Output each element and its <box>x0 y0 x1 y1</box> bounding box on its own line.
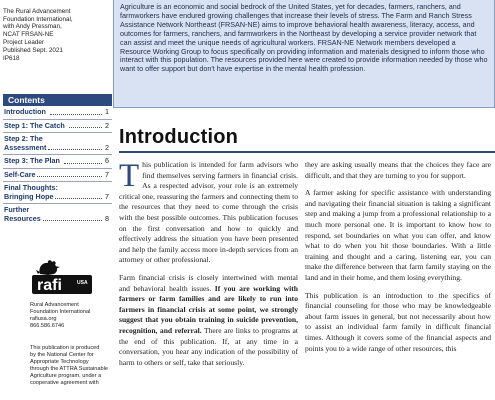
toc-leader <box>50 114 102 115</box>
rafi-logo <box>30 258 94 300</box>
funding-line: by the National Center for <box>30 352 94 358</box>
toc-item-label: Self-Care <box>4 169 36 179</box>
toc-item-page: 7 <box>105 169 109 179</box>
org-line: Rural Advancement <box>30 302 79 308</box>
abstract-box: Agriculture is an economic and social bedrock of the United States, yet for decades, farmers, ranchers, and farmworkers have endured growing challenges that increase their levels of stress. The Farm and Ranch Stress Assistance Network Northeast (FRSAN-NE) aims to improve behavioral health awareness, literacy, access, and outcomes for farmers, ranchers, and farmworkers in the Northeast by developing a service provider network that can assist and meet the unique needs of agricultural workers. FRSAN-NE Network members developed a Resource Working Group to focus specifically on providing information and materials designed to inform those who interact with this population. The resources provided here were created to provide information needed by those who want to offer support but don't have expertise in the mental health profession. <box>113 0 495 108</box>
contents-header: Contents <box>3 94 112 106</box>
toc-item-self-care[interactable] <box>3 169 112 180</box>
section-heading: Introduction <box>119 126 239 148</box>
toc-leader <box>43 220 102 221</box>
author-block <box>3 0 113 62</box>
paragraph-text: his publication is intended for farm advisors who find themselves serving farmers in financial crisis. As a respected advisor, your role is an extremely critical one, reassuring the farmers and connecting them to the resources that they need to come through the crisis with the best possible outcomes. This publication focuses on the first conversation and how to quickly and effectively address the situation you have been presented and help the family access more in-depth services from an attorney or other professional. <box>119 160 298 265</box>
rooster-icon <box>36 260 60 275</box>
toc-leader <box>64 163 102 164</box>
paragraph-text: Farm financial crisis is closely intertwined with mental and behavioral health issues. <box>119 272 298 293</box>
author-line: Published Sept. 2021 <box>3 46 63 54</box>
org-line: Foundation International <box>30 309 91 315</box>
toc-item-page: 2 <box>105 142 109 152</box>
toc-item-page: 1 <box>105 107 109 116</box>
paragraph-text: There are links to programs at the end of this publication. If, at any time in a conversation, you hear any indication of the possibility of harm to others or self, take that seriously. <box>119 325 298 367</box>
logo-sub: USA <box>77 280 88 286</box>
toc-leader <box>37 176 102 177</box>
paragraph: A farmer asking for specific assistance with understanding and navigating their financial situation is taking a significant step and making a jump from a professional relationship to a much more personal one. It is important to know how to respond, set boundaries on what you can offer, and know what to do when you hit those boundaries. With a little training and thought and a caring, listening ear, you can make the difference between that farm family staying on the land and in their home, and them losing everything. <box>305 188 491 282</box>
logo-text: rafi <box>37 277 62 294</box>
author-line: The Rural Advancement <box>3 7 71 15</box>
drop-cap: T <box>119 158 140 194</box>
funding-line: This publication is produced <box>30 345 100 351</box>
funding-line: Agriculture program, under a <box>30 373 102 379</box>
toc-item-introduction[interactable] <box>3 106 112 117</box>
text-column-left <box>119 160 298 375</box>
toc-leader <box>55 198 102 199</box>
author-line: NCAT FRSAN-NE <box>3 31 54 39</box>
toc-item-label: Step 2: The Assessment <box>4 134 47 152</box>
funding-line: Appropriate Technology <box>30 359 89 365</box>
toc-item-further-resources[interactable] <box>3 204 109 223</box>
heading-rule <box>119 151 495 153</box>
org-phone: 866.586.6746 <box>30 323 65 329</box>
toc-item-page: 6 <box>105 156 109 165</box>
toc-item-step-3[interactable] <box>3 155 112 166</box>
toc-list <box>3 106 112 223</box>
toc-item-label: Further Resources <box>4 205 41 223</box>
toc-item-label: Step 1: The Catch <box>4 120 65 130</box>
funding-line: through the ATTRA Sustainable <box>30 366 108 372</box>
toc-leader <box>48 149 102 150</box>
toc-item-label: Final Thoughts: Bringing Hope <box>4 183 58 201</box>
paragraph-emphasis: If you are working with farmers or farm families and are likely to run into farmers in financial crisis at some point, we strongly suggest that you obtain training in suicide prevention, recognition, and referral. <box>119 283 298 335</box>
paragraph <box>119 273 298 368</box>
paragraph: This publication is an introduction to the specifics of financial counseling for those who may be knowledgeable about farm issues in general, but not necessarily about how to assist an individual farm family in difficult financial times. Although it covers some of the financial aspects and points you to a wide range of other resources, this <box>305 290 491 353</box>
toc-leader <box>69 127 102 128</box>
table-of-contents <box>3 94 112 223</box>
sidebar <box>0 0 112 400</box>
toc-item-label: Step 3: The Plan <box>4 156 60 165</box>
toc-item-label: Introduction <box>4 107 46 116</box>
toc-item-page: 8 <box>105 213 109 223</box>
toc-item-step-2[interactable] <box>3 133 109 152</box>
author-line: Project Leader <box>3 38 44 46</box>
author-line: with Andy Pressman, <box>3 23 62 31</box>
funding-note <box>30 345 112 387</box>
toc-item-step-1[interactable] <box>3 120 112 131</box>
toc-item-page: 2 <box>105 120 109 130</box>
org-info <box>30 302 90 330</box>
author-line: IP618 <box>3 54 20 62</box>
toc-item-page: 7 <box>105 191 109 201</box>
paragraph: they are asking usually means that the choices they face are difficult, and that they are turning to you for support. <box>305 160 491 180</box>
paragraph <box>119 160 298 266</box>
author-line: Foundation International, <box>3 15 73 23</box>
toc-item-final-thoughts[interactable] <box>3 182 109 201</box>
org-website-link[interactable]: rafiusa.org <box>30 316 57 322</box>
funding-line: cooperative agreement with <box>30 380 99 386</box>
text-column-right <box>305 160 491 361</box>
